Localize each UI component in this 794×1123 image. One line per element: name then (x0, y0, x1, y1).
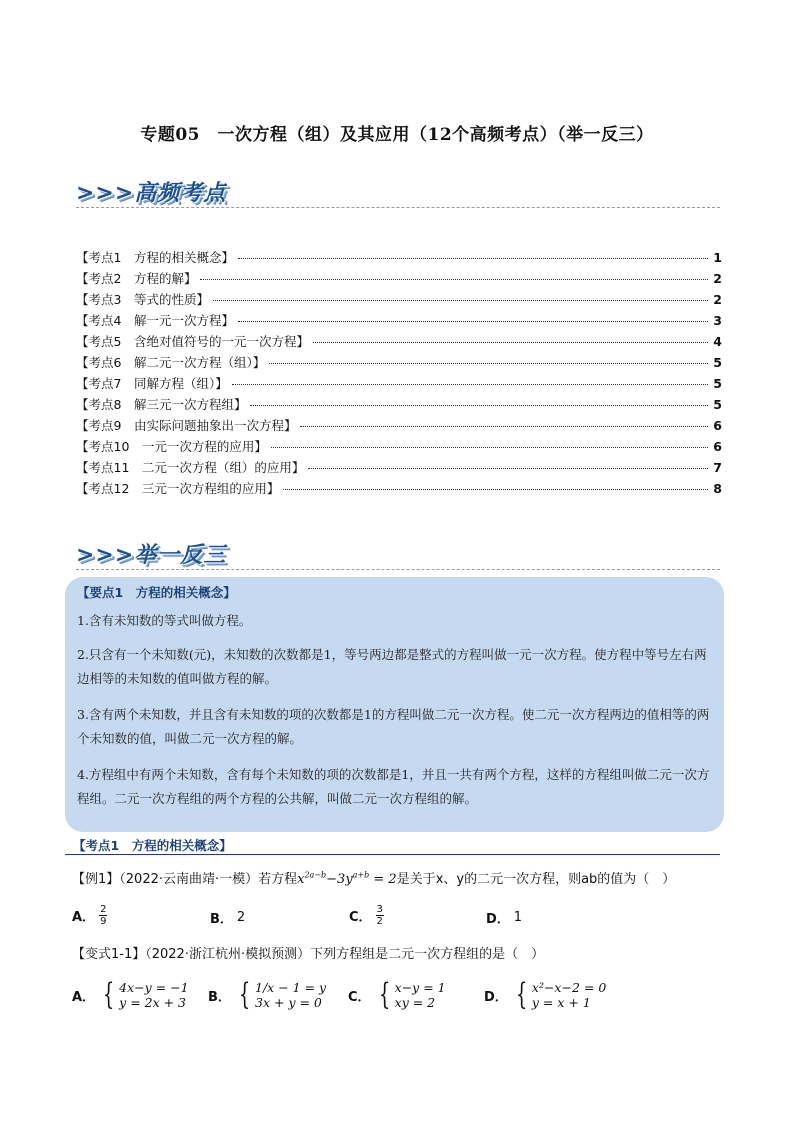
toc-leader-dots (283, 489, 708, 490)
toc-page-number: 3 (713, 313, 722, 328)
option-letter: B． (210, 912, 233, 927)
option-c (349, 904, 384, 927)
option-d (484, 977, 607, 1012)
toc-leader-dots (271, 447, 708, 448)
equation-expression: $x^{2a-b}-3y^{a+b} = 2$ (297, 870, 397, 887)
equation-line: 4x−y = −1 (119, 980, 189, 995)
option-d (486, 908, 522, 927)
toc-leader-dots (200, 279, 708, 280)
page-title: 专题05 一次方程（组）及其应用（12个高频考点）（举一反三） (140, 125, 654, 145)
toc-entry-label: 【考点3 等式的性质】 (76, 292, 209, 307)
brace-icon: { (238, 977, 251, 1012)
toc-entry[interactable] (76, 269, 722, 290)
equation-line: 1/x − 1 = y (255, 980, 327, 995)
option-letter: D． (484, 989, 508, 1005)
toc-leader-dots (250, 405, 708, 406)
option-b (208, 977, 327, 1012)
brace-icon: { (515, 977, 528, 1012)
toc-entry[interactable] (76, 458, 722, 479)
variant-options (72, 977, 732, 1014)
option-a (72, 977, 189, 1012)
toc-entry[interactable] (76, 332, 722, 353)
toc-entry-label: 【考点7 同解方程（组）】 (76, 376, 228, 391)
toc-leader-dots (269, 363, 708, 364)
toc-entry[interactable] (76, 353, 722, 374)
toc-entry-label: 【考点11 二元一次方程（组）的应用】 (76, 460, 305, 475)
toc-entry[interactable] (76, 248, 722, 269)
table-of-contents (76, 248, 722, 500)
toc-page-number: 7 (713, 460, 722, 475)
option-letter: B． (208, 989, 231, 1005)
denominator: 2 (376, 916, 383, 927)
toc-leader-dots (238, 321, 708, 322)
toc-page-number: 2 (713, 292, 722, 307)
example-question (72, 868, 732, 887)
equation-line: x²−x−2 = 0 (531, 980, 607, 995)
toc-entry-label: 【考点10 一元一次方程的应用】 (76, 439, 267, 454)
toc-entry-label: 【考点6 解二元一次方程（组）】 (76, 355, 266, 370)
key-point-paragraph: 4.方程组中有两个未知数，含有每个未知数的项的次数都是1，并且一共有两个方程，这样的方程组叫做二元一次方程组。二元一次方程组的两个方程的公共解，叫做二元一次方程组的解。 (77, 767, 710, 806)
key-point-paragraph: 1.含有未知数的等式叫做方程。 (77, 613, 252, 628)
option-letter: C． (348, 989, 371, 1005)
toc-page-number: 4 (713, 334, 722, 349)
option-a (72, 904, 107, 927)
toc-entry[interactable] (76, 416, 722, 437)
toc-page-number: 6 (713, 418, 722, 433)
toc-leader-dots (300, 426, 708, 427)
toc-entry-label: 【考点8 解三元一次方程组】 (76, 397, 247, 412)
brace-icon: { (102, 977, 115, 1012)
numerator: 2 (100, 904, 107, 915)
toc-entry-label: 【考点4 解一元一次方程】 (76, 313, 234, 328)
toc-page-number: 5 (713, 376, 722, 391)
option-letter: A． (72, 910, 96, 925)
option-letter: C． (349, 910, 372, 925)
toc-entry[interactable] (76, 374, 722, 395)
example-suffix: 是关于x、y的二元一次方程，则ab的值为（ ） (396, 872, 676, 887)
key-point-box (65, 577, 724, 832)
toc-entry[interactable] (76, 437, 722, 458)
toc-entry-label: 【考点1 方程的相关概念】 (76, 250, 234, 265)
option-b (210, 908, 245, 927)
toc-entry-label: 【考点9 由实际问题抽象出一次方程】 (76, 418, 297, 433)
toc-leader-dots (213, 300, 708, 301)
toc-entry-label: 【考点2 方程的解】 (76, 271, 197, 286)
example-options (72, 904, 732, 928)
brace-icon: { (378, 977, 390, 1012)
fraction (376, 904, 384, 927)
example-prefix: 【例1】（2022·云南曲靖·一模）若方程 (72, 872, 298, 887)
equation-line: xy = 2 (394, 995, 436, 1010)
toc-page-number: 5 (713, 355, 722, 370)
key-point-title: 【要点1 方程的相关概念】 (77, 585, 236, 600)
section-banner-high-frequency: >>>高频考点 (76, 181, 227, 206)
toc-entry[interactable] (76, 311, 722, 332)
exam-point-header: 【考点1 方程的相关概念】 (65, 833, 720, 855)
toc-leader-dots (232, 384, 708, 385)
toc-entry-label: 【考点5 含绝对值符号的一元一次方程】 (76, 334, 309, 349)
divider (76, 569, 720, 570)
toc-leader-dots (308, 468, 708, 469)
option-c (348, 977, 446, 1012)
toc-page-number: 6 (713, 439, 722, 454)
option-value: 1 (513, 910, 523, 925)
toc-entry-label: 【考点12 三元一次方程组的应用】 (76, 481, 280, 496)
option-letter: D． (486, 912, 510, 927)
toc-page-number: 1 (713, 250, 722, 265)
option-value: 2 (236, 910, 246, 925)
toc-entry[interactable] (76, 395, 722, 416)
toc-entry[interactable] (76, 479, 722, 500)
equation-line: x−y = 1 (394, 980, 446, 995)
equation-line: y = x + 1 (531, 995, 591, 1010)
toc-leader-dots (313, 342, 708, 343)
key-point-paragraph: 2.只含有一个未知数(元)，未知数的次数都是1，等号两边都是整式的方程叫做一元一次方程。使方程中等号左右两边相等的未知数的值叫做方程的解。 (77, 647, 707, 686)
fraction (99, 904, 107, 927)
key-point-paragraph: 3.含有两个未知数，并且含有未知数的项的次数都是1的方程叫做二元一次方程。使二元一次方程两边的值相等的两个未知数的值，叫做二元一次方程的解。 (77, 707, 710, 746)
toc-page-number: 2 (713, 271, 722, 286)
divider (76, 207, 720, 208)
option-letter: A． (72, 989, 96, 1005)
numerator: 3 (376, 904, 383, 915)
toc-page-number: 8 (713, 481, 722, 496)
denominator: 9 (100, 916, 107, 927)
equation-line: y = 2x + 3 (119, 995, 187, 1010)
equation-line: 3x + y = 0 (255, 995, 322, 1010)
toc-page-number: 5 (713, 397, 722, 412)
variant-question: 【变式1-1】（2022·浙江杭州·模拟预测）下列方程组是二元一次方程组的是（ ） (72, 947, 545, 962)
toc-entry[interactable] (76, 290, 722, 311)
section-banner-examples: >>>举一反三 (76, 543, 227, 568)
toc-leader-dots (238, 258, 708, 259)
